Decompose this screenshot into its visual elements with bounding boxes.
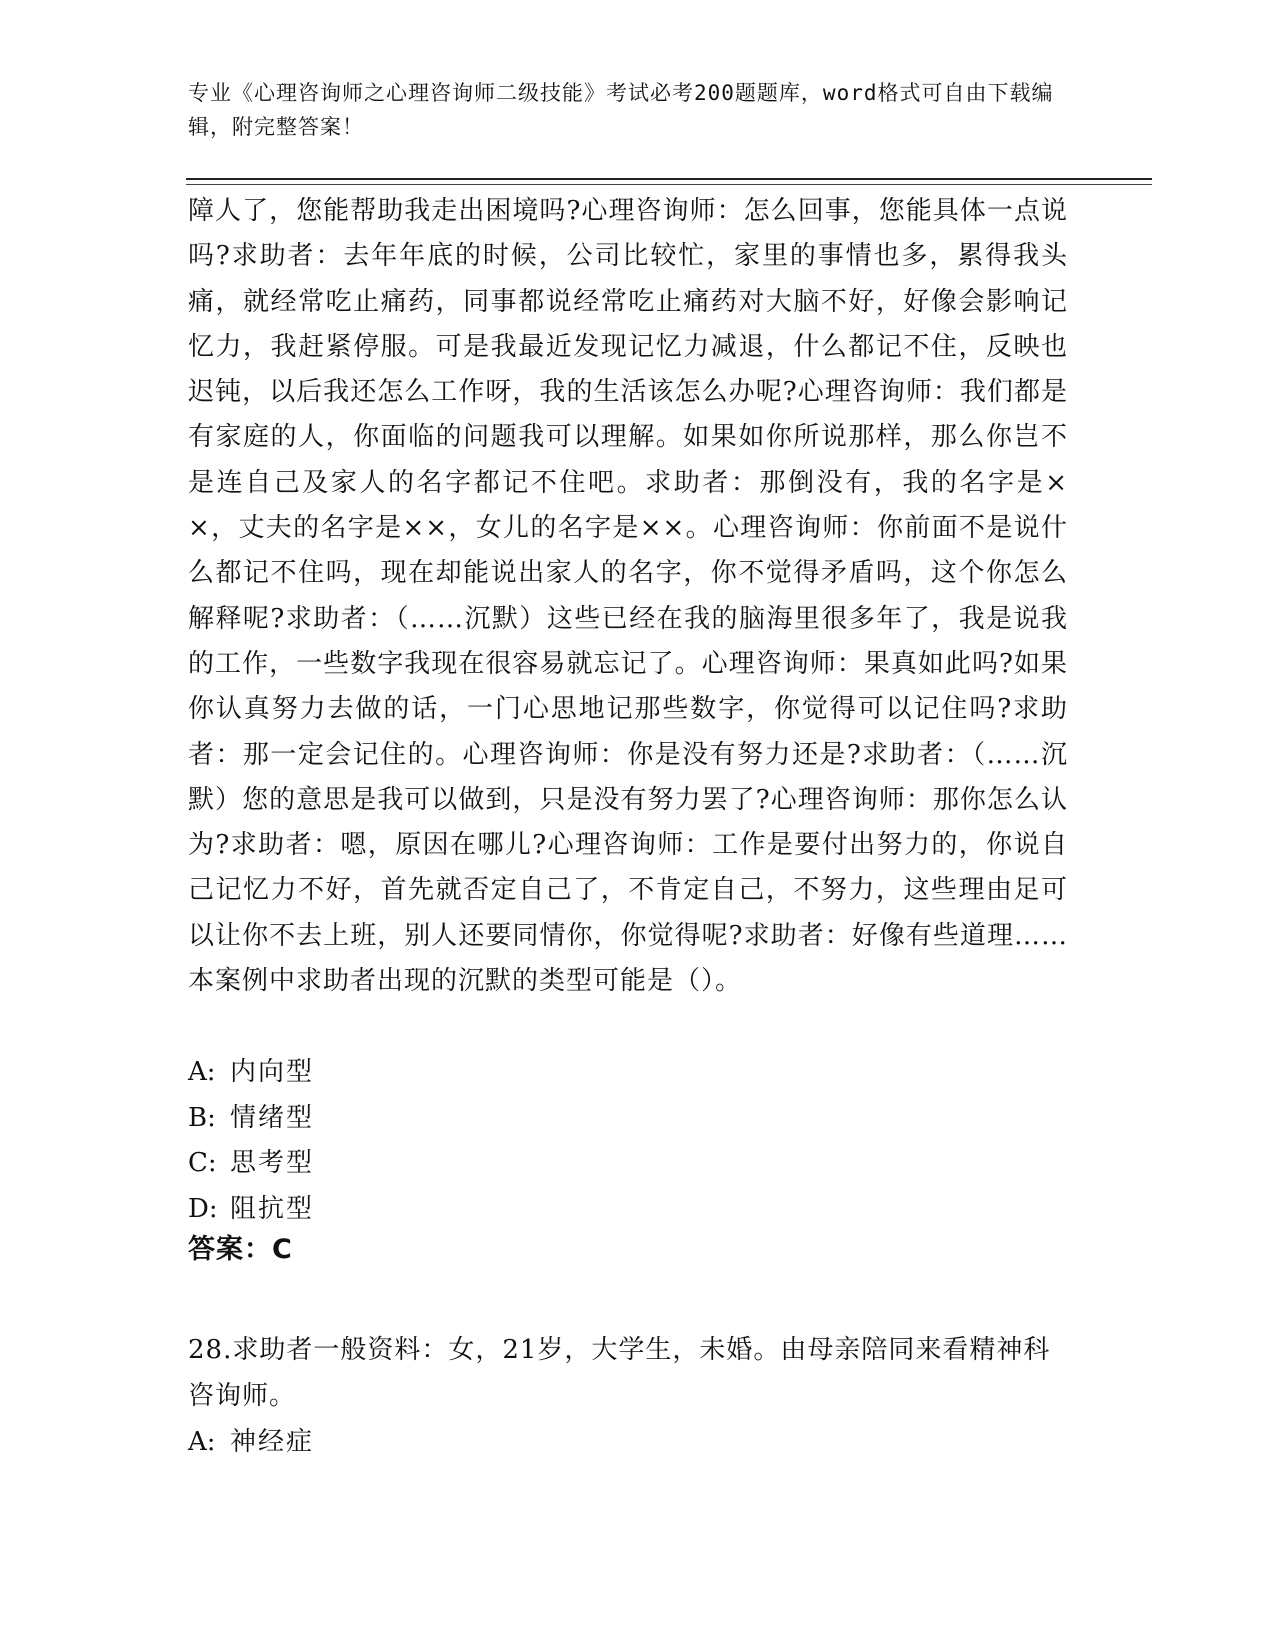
- option-d: [188, 1187, 1068, 1233]
- header-divider-thick: [186, 178, 1152, 180]
- option-key: A:: [188, 1427, 216, 1457]
- header-divider-thin: [186, 184, 1152, 185]
- page-header: 专业《心理咨询师之心理咨询师二级技能》考试必考200题题库，word格式可自由下载编辑，附完整答案！: [188, 81, 1054, 139]
- option-key: C:: [188, 1148, 217, 1178]
- option-key: A:: [188, 1057, 216, 1087]
- option-text: 神经症: [230, 1427, 315, 1457]
- option-list: [188, 1050, 1068, 1232]
- option-text: 情绪型: [230, 1102, 315, 1133]
- option-text: 思考型: [230, 1148, 315, 1178]
- option-key: B:: [188, 1102, 216, 1133]
- option-key: D:: [188, 1193, 218, 1224]
- option-text: 阻抗型: [230, 1193, 315, 1224]
- next-question-stem: 28.求助者一般资料：女，21岁，大学生，未婚。由母亲陪同来看精神科咨询师。: [188, 1335, 1051, 1411]
- next-question-option-a: [188, 1420, 314, 1466]
- option-c: [188, 1141, 1068, 1187]
- option-text: 内向型: [230, 1057, 315, 1087]
- question-passage: 障人了，您能帮助我走出困境吗?心理咨询师：怎么回事，您能具体一点说吗?求助者：去年年底的时候，公司比较忙，家里的事情也多，累得我头痛，就经常吃止痛药，同事都说经常吃止痛药对大脑不好，好像会影响记忆力，我赶紧停服。可是我最近发现记忆力减退，什么都记不住，反映也迟钝，以后我还怎么工作呀，我的生活该怎么办呢?心理咨询师：我们都是有家庭的人，你面临的问题我可以理解。如果如你所说那样，那么你岂不是连自己及家人的名字都记不住吧。求助者：那倒没有，我的名字是××，丈夫的名字是××，女儿的名字是××。心理咨询师：你前面不是说什么都记不住吗，现在却能说出家人的名字，你不觉得矛盾吗，这个你怎么解释呢?求助者：（……沉默）这些已经在我的脑海里很多年了，我是说我的工作，一些数字我现在很容易就忘记了。心理咨询师：果真如此吗?如果你认真努力去做的话，一门心思地记那些数字，你觉得可以记住吗?求助者：那一定会记住的。心理咨询师：你是没有努力还是?求助者：（……沉默）您的意思是我可以做到，只是没有努力罢了?心理咨询师：那你怎么认为?求助者：嗯，原因在哪儿?心理咨询师：工作是要付出努力的，你说自己记忆力不好，首先就否定自己了，不肯定自己，不努力，这些理由足可以让你不去上班，别人还要同情你，你觉得呢?求助者：好像有些道理……本案例中求助者出现的沉默的类型可能是（）。: [188, 196, 1068, 997]
- option-b: [188, 1096, 1068, 1142]
- answer-line: 答案：C: [188, 1234, 293, 1265]
- option-a: [188, 1050, 1068, 1096]
